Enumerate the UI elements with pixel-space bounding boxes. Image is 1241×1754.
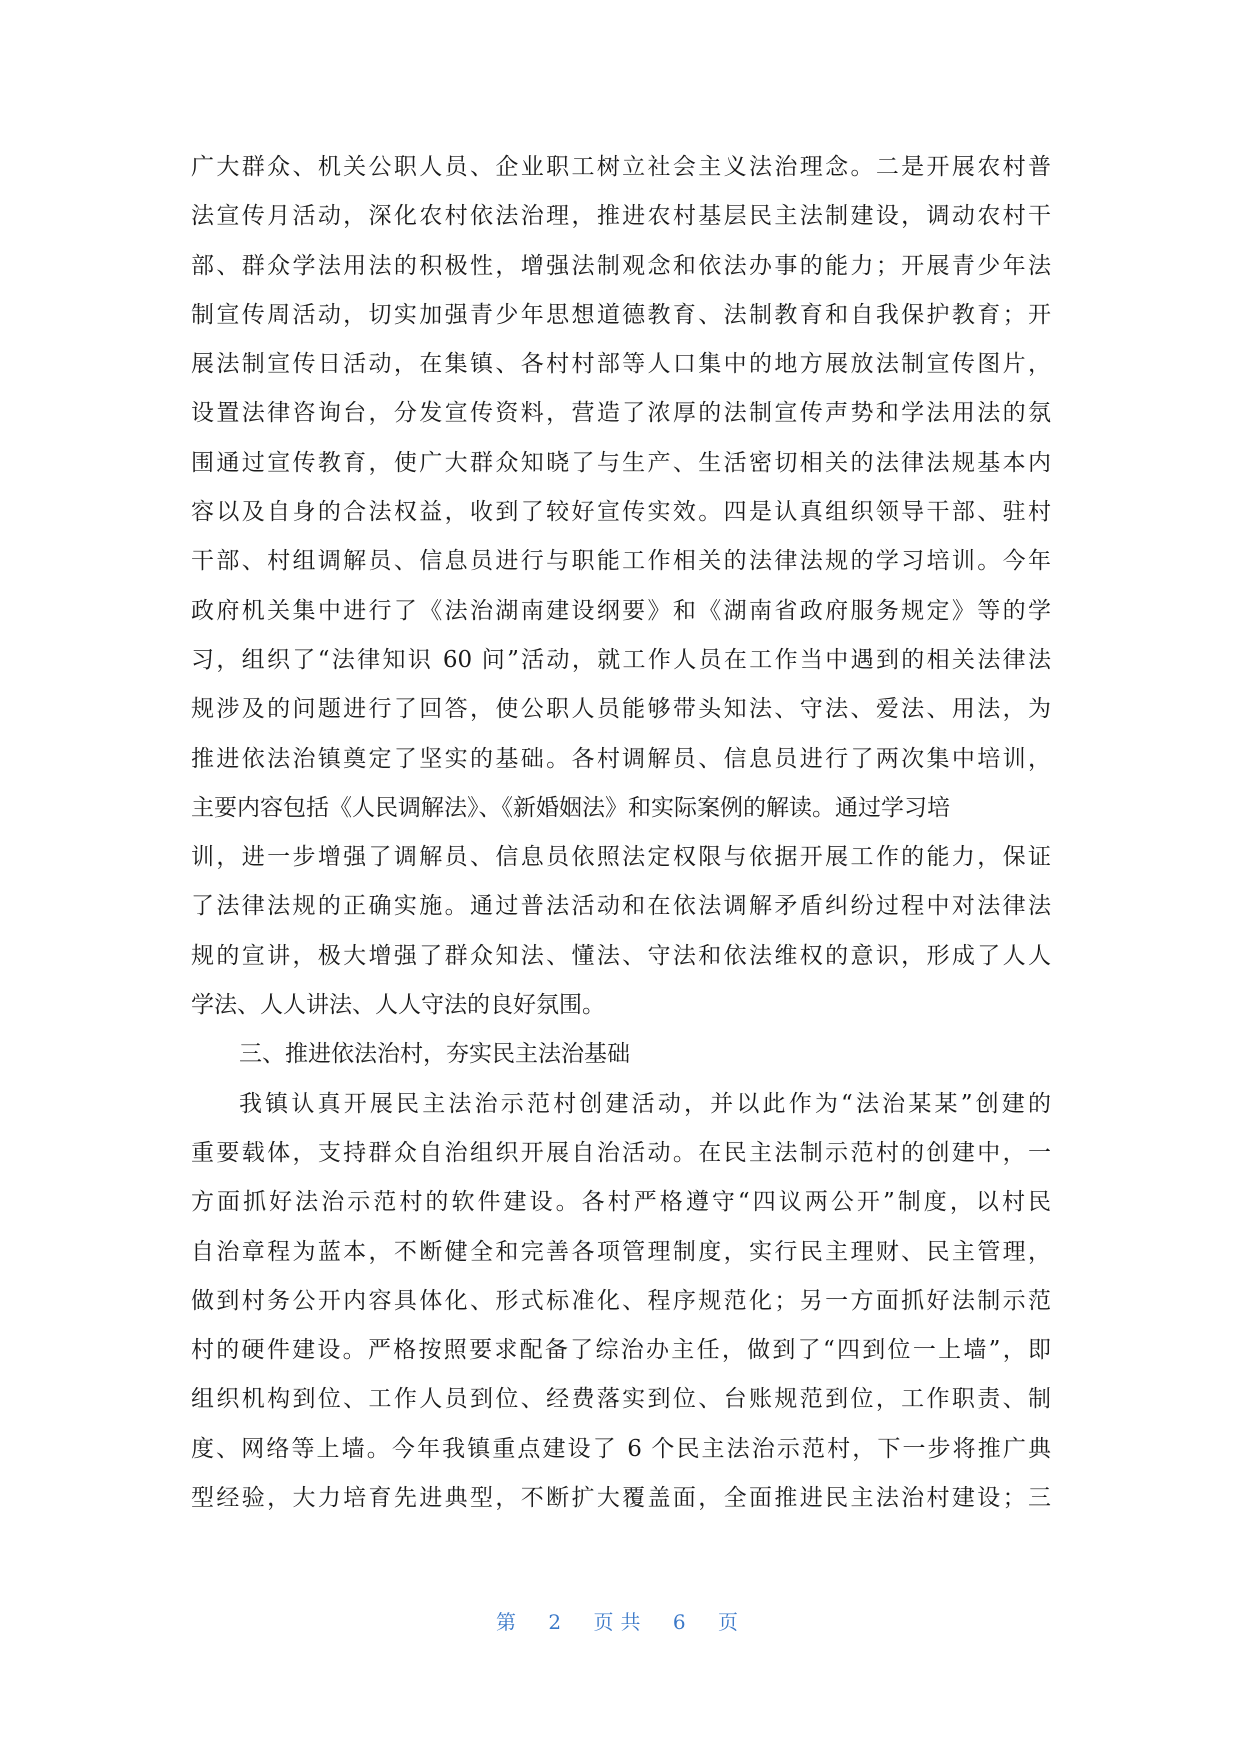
text-line: 型经验，大力培育先进典型，不断扩大覆盖面，全面推进民主法治村建设；三 (191, 1485, 1051, 1512)
text-line: 围通过宣传教育，使广大群众知晓了与生产、生活密切相关的法律法规基本内 (191, 449, 1051, 476)
text-line: 主要内容包括《人民调解法》、《新婚姻法》和实际案例的解读。通过学习培 (191, 794, 950, 821)
text-line: 度、网络等上墙。今年我镇重点建设了 6 个民主法治示范村，下一步将推广典 (191, 1435, 1051, 1462)
text-line: 法宣传月活动，深化农村依法治理，推进农村基层民主法制建设，调动农村干 (191, 203, 1051, 230)
text-line: 重要载体，支持群众自治组织开展自治活动。在民主法制示范村的创建中，一 (191, 1139, 1051, 1166)
text-line: 做到村务公开内容具体化、形式标准化、程序规范化；另一方面抓好法制示范 (191, 1287, 1051, 1314)
text-line: 习，组织了“法律知识 60 问”活动，就工作人员在工作当中遇到的相关法律法 (191, 646, 1051, 673)
current-page-number: 2 (548, 1610, 569, 1634)
text-line: 训，进一步增强了调解员、信息员依照法定权限与依据开展工作的能力，保证 (191, 844, 1051, 871)
document-body (191, 143, 1051, 1523)
text-line: 我镇认真开展民主法治示范村创建活动，并以此作为“法治某某”创建的 (239, 1090, 1051, 1117)
footer-middle: 页共 (593, 1610, 648, 1634)
footer-suffix: 页 (717, 1610, 745, 1634)
total-page-number: 6 (672, 1610, 693, 1634)
text-line: 推进依法治镇奠定了坚实的基础。各村调解员、信息员进行了两次集中培训， (191, 745, 1051, 772)
text-line: 广大群众、机关公职人员、企业职工树立社会主义法治理念。二是开展农村普 (191, 154, 1051, 180)
text-line: 政府机关集中进行了《法治湖南建设纲要》和《湖南省政府服务规定》等的学 (191, 597, 1051, 624)
text-line: 学法、人人讲法、人人守法的良好氛围。 (191, 992, 605, 1019)
text-line: 规涉及的问题进行了回答，使公职人员能够带头知法、守法、爱法、用法，为 (191, 696, 1051, 723)
text-line: 方面抓好法治示范村的软件建设。各村严格遵守“四议两公开”制度，以村民 (191, 1189, 1051, 1216)
paragraph-1 (191, 143, 1051, 1030)
text-line: 干部、村组调解员、信息员进行与职能工作相关的法律法规的学习培训。今年 (191, 548, 1051, 575)
text-line: 展法制宣传日活动，在集镇、各村村部等人口集中的地方展放法制宣传图片， (191, 351, 1051, 378)
page-number-footer (0, 1606, 1241, 1635)
section-heading: 三、推进依法治村，夯实民主法治基础 (239, 1041, 630, 1068)
text-line: 容以及自身的合法权益，收到了较好宣传实效。四是认真组织领导干部、驻村 (191, 499, 1051, 526)
footer-prefix: 第 (496, 1610, 524, 1634)
text-line: 制宣传周活动，切实加强青少年思想道德教育、法制教育和自我保护教育；开 (191, 301, 1051, 328)
text-line: 村的硬件建设。严格按照要求配备了综治办主任，做到了“四到位一上墙”，即 (191, 1337, 1051, 1364)
paragraph-2 (191, 1080, 1051, 1524)
text-line: 设置法律咨询台，分发宣传资料，营造了浓厚的法制宣传声势和学法用法的氛 (191, 400, 1051, 427)
text-line: 自治章程为蓝本，不断健全和完善各项管理制度，实行民主理财、民主管理， (191, 1238, 1051, 1265)
text-line: 了法律法规的正确实施。通过普法活动和在依法调解矛盾纠纷过程中对法律法 (191, 893, 1051, 920)
text-line: 组织机构到位、工作人员到位、经费落实到位、台账规范到位，工作职责、制 (191, 1386, 1051, 1413)
text-line: 规的宣讲，极大增强了群众知法、懂法、守法和依法维权的意识，形成了人人 (191, 942, 1051, 969)
text-line: 部、群众学法用法的积极性，增强法制观念和依法办事的能力；开展青少年法 (191, 252, 1051, 279)
